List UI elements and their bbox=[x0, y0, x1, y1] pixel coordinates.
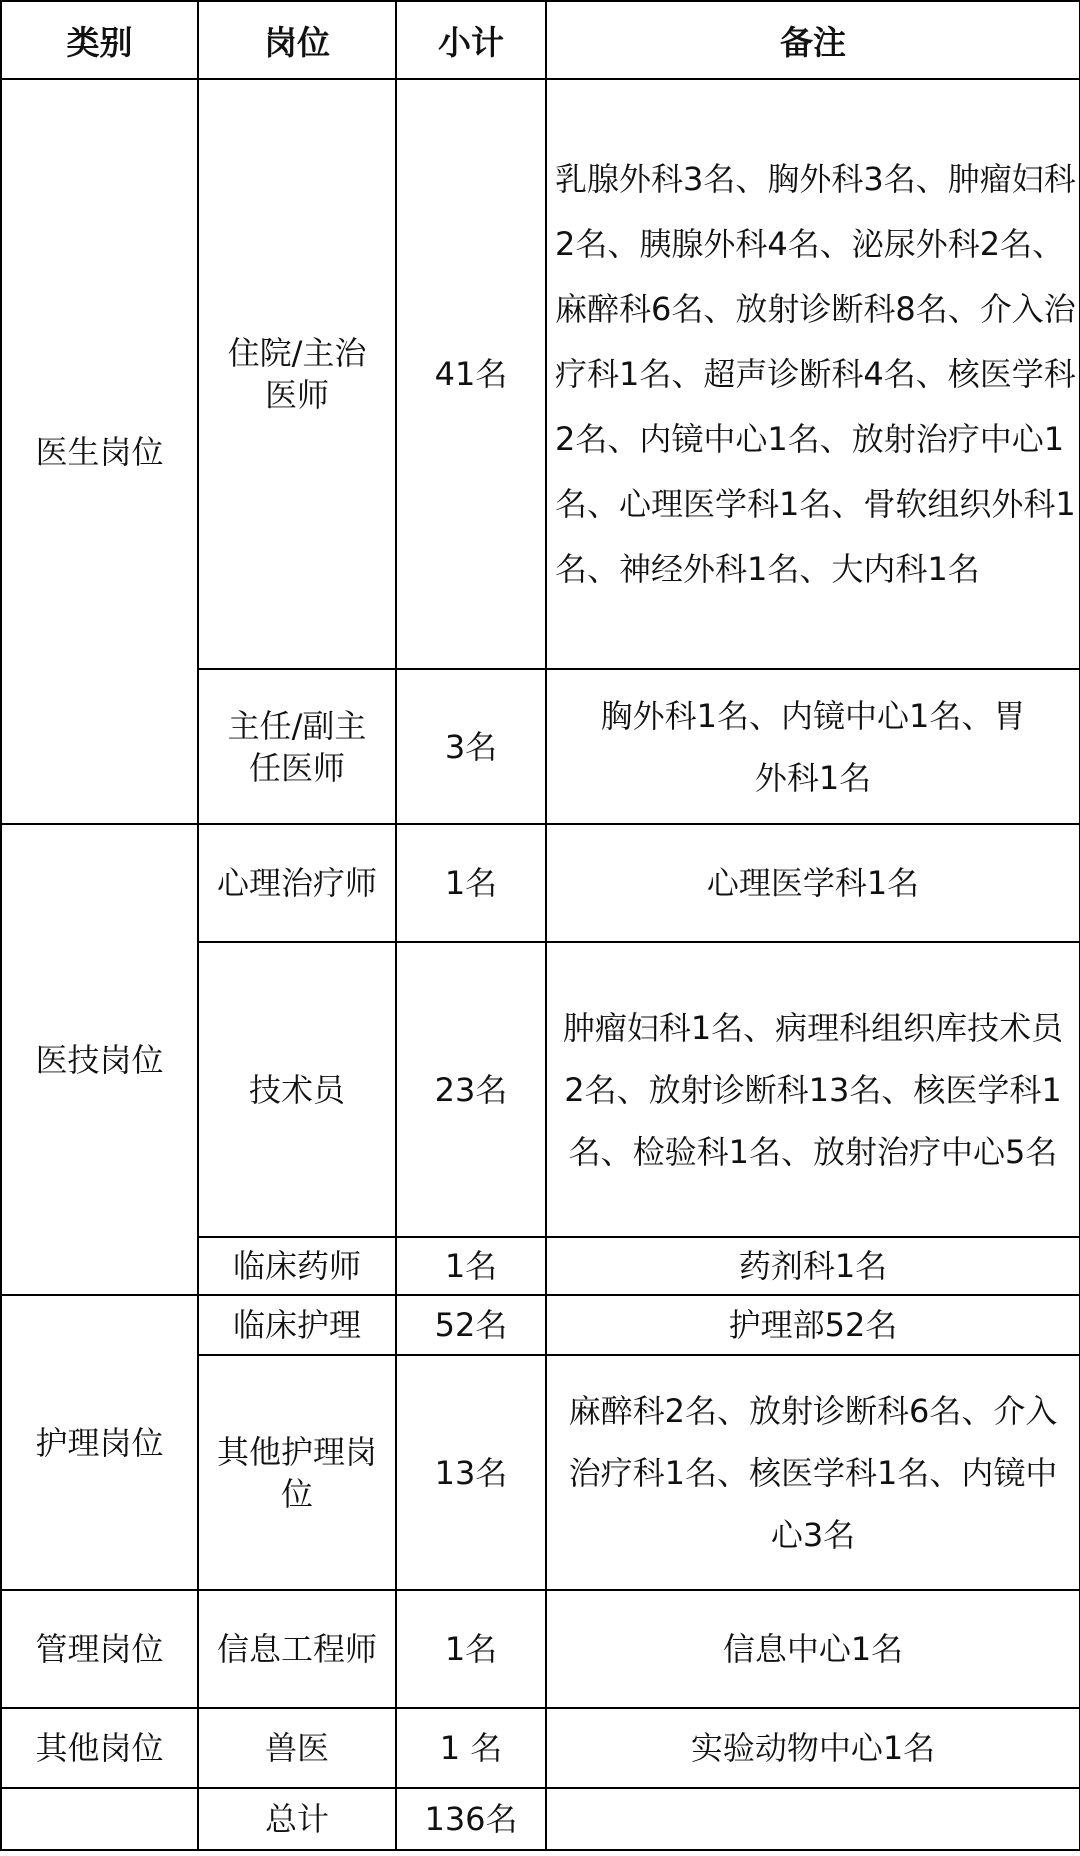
position-cell: 技术员 bbox=[198, 942, 396, 1237]
position-cell: 住院/主治医师 bbox=[198, 79, 396, 669]
subtotal-cell: 52名 bbox=[396, 1295, 546, 1355]
subtotal-cell: 13名 bbox=[396, 1355, 546, 1590]
header-category: 类别 bbox=[1, 1, 198, 79]
subtotal-cell: 1 名 bbox=[396, 1708, 546, 1788]
header-subtotal: 小计 bbox=[396, 1, 546, 79]
position-cell: 临床护理 bbox=[198, 1295, 396, 1355]
position-cell: 兽医 bbox=[198, 1708, 396, 1788]
table-row bbox=[1, 824, 1080, 942]
table-row bbox=[1, 79, 1080, 669]
position-cell: 信息工程师 bbox=[198, 1590, 396, 1708]
category-cell-admin: 管理岗位 bbox=[1, 1590, 198, 1708]
category-cell-doctor: 医生岗位 bbox=[1, 79, 198, 824]
remarks-cell: 胸外科1名、内镜中心1名、胃外科1名 bbox=[546, 669, 1080, 824]
subtotal-cell: 1名 bbox=[396, 824, 546, 942]
remarks-cell: 护理部52名 bbox=[546, 1295, 1080, 1355]
subtotal-cell: 1名 bbox=[396, 1590, 546, 1708]
table-row bbox=[1, 1708, 1080, 1788]
category-cell-other: 其他岗位 bbox=[1, 1708, 198, 1788]
subtotal-cell: 3名 bbox=[396, 669, 546, 824]
position-cell: 其他护理岗位 bbox=[198, 1355, 396, 1590]
total-remarks-empty bbox=[546, 1788, 1080, 1850]
position-cell: 主任/副主任医师 bbox=[198, 669, 396, 824]
table-row bbox=[1, 1295, 1080, 1355]
remarks-cell: 药剂科1名 bbox=[546, 1237, 1080, 1295]
remarks-cell: 麻醉科2名、放射诊断科6名、介入治疗科1名、核医学科1名、内镜中心3名 bbox=[546, 1355, 1080, 1590]
header-remarks: 备注 bbox=[546, 1, 1080, 79]
category-cell-medtech: 医技岗位 bbox=[1, 824, 198, 1295]
total-label: 总计 bbox=[198, 1788, 396, 1850]
total-value: 136名 bbox=[396, 1788, 546, 1850]
total-empty-cell bbox=[1, 1788, 198, 1850]
table-row bbox=[1, 1590, 1080, 1708]
category-cell-nursing: 护理岗位 bbox=[1, 1295, 198, 1590]
position-cell: 心理治疗师 bbox=[198, 824, 396, 942]
remarks-cell: 实验动物中心1名 bbox=[546, 1708, 1080, 1788]
subtotal-cell: 1名 bbox=[396, 1237, 546, 1295]
total-row bbox=[1, 1788, 1080, 1850]
remarks-cell: 心理医学科1名 bbox=[546, 824, 1080, 942]
remarks-cell: 肿瘤妇科1名、病理科组织库技术员2名、放射诊断科13名、核医学科1名、检验科1名、放射治疗中心5名 bbox=[546, 942, 1080, 1237]
remarks-cell: 信息中心1名 bbox=[546, 1590, 1080, 1708]
subtotal-cell: 41名 bbox=[396, 79, 546, 669]
header-position: 岗位 bbox=[198, 1, 396, 79]
remarks-cell: 乳腺外科3名、胸外科3名、肿瘤妇科2名、胰腺外科4名、泌尿外科2名、麻醉科6名、放射诊断科8名、介入治疗科1名、超声诊断科4名、核医学科2名、内镜中心1名、放射治疗中心1名、心理医学科1名、骨软组织外科1名、神经外科1名、大内科1名 bbox=[546, 79, 1080, 669]
position-cell: 临床药师 bbox=[198, 1237, 396, 1295]
header-row bbox=[1, 1, 1080, 79]
subtotal-cell: 23名 bbox=[396, 942, 546, 1237]
